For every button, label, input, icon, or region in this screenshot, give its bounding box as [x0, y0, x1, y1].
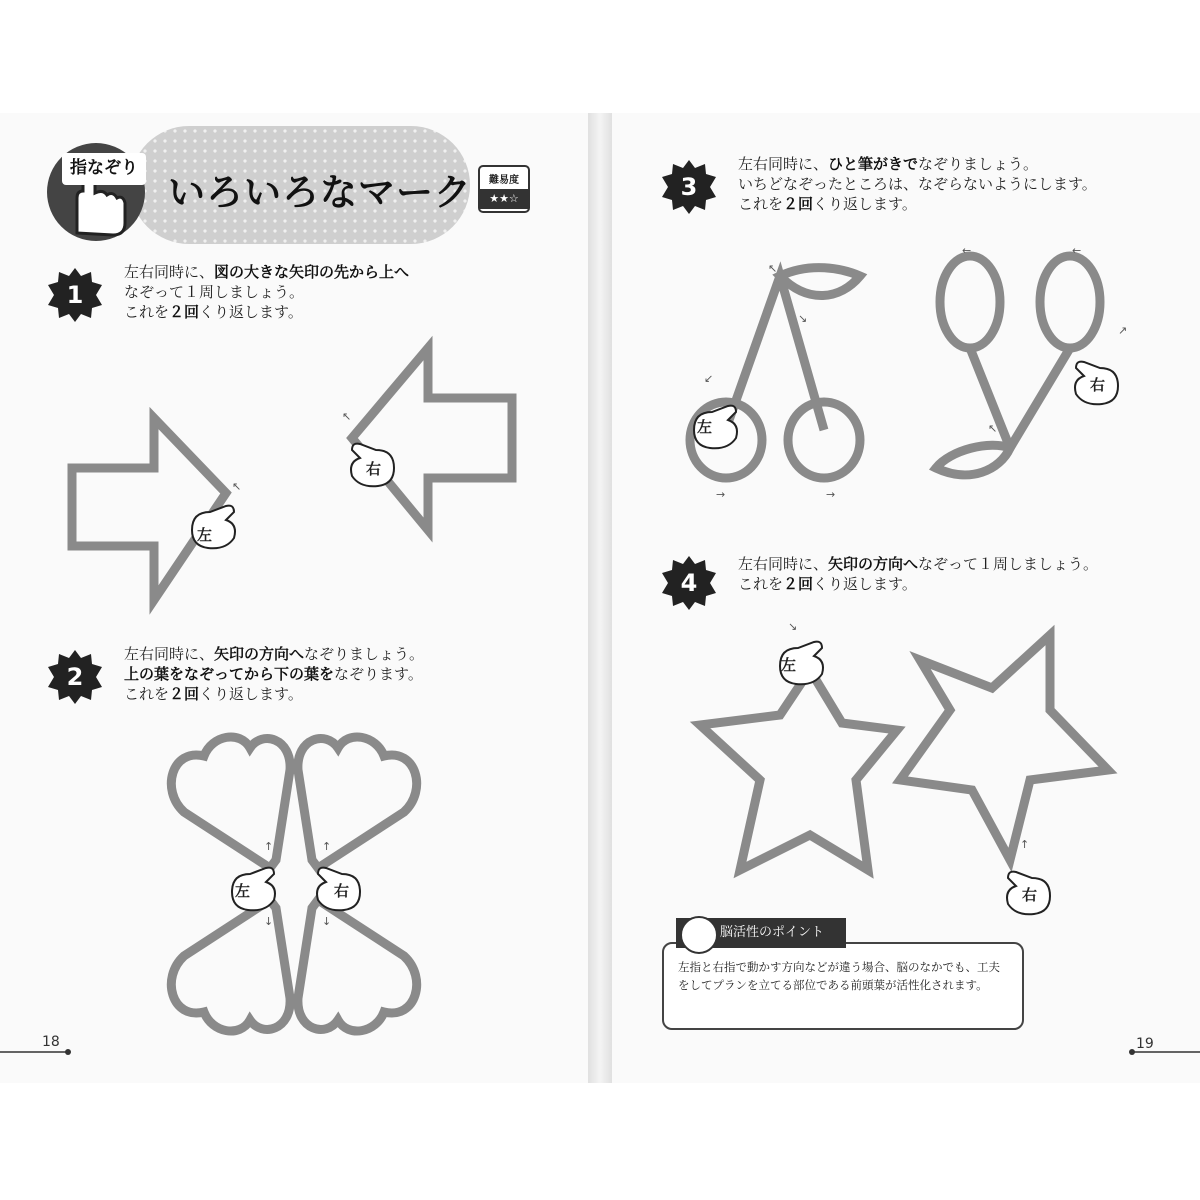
svg-text:←: ←	[1072, 244, 1082, 257]
step-2-instructions: 左右同時に、矢印の方向へなぞりましょう。 上の葉をなぞってから下の葉をなぞります。 これを２回くり返します。	[124, 645, 425, 703]
svg-text:↗: ↗	[1118, 324, 1128, 337]
difficulty-stars: ★★☆	[480, 189, 528, 209]
hand-label-right: 右	[334, 882, 350, 900]
svg-text:↖: ↖	[342, 410, 352, 423]
hand-label-right: 右	[366, 460, 382, 478]
page-number-right: 19	[1136, 1036, 1154, 1052]
brain-point-text: 左指と右指で動かす方向などが違う場合、脳のなかでも、工夫をしてプランを立てる部位である前頭葉が活性化されます。	[678, 960, 1000, 992]
step-number-2: 2	[48, 650, 102, 704]
badge-label: 指なぞり	[62, 153, 146, 185]
hand-label-left: 左	[781, 656, 797, 674]
difficulty-label: 難易度	[489, 175, 519, 186]
svg-text:→: →	[716, 488, 726, 501]
hand-label-right: 右	[1090, 376, 1106, 394]
hand-label-left: 左	[697, 418, 713, 436]
svg-text:↑: ↑	[322, 840, 332, 853]
hand-label-right: 右	[1022, 886, 1038, 904]
page-number-left: 18	[42, 1034, 60, 1050]
svg-text:←: ←	[962, 244, 972, 257]
svg-text:↑: ↑	[1020, 838, 1030, 851]
svg-text:→: →	[826, 488, 836, 501]
step-number-1: 1	[48, 268, 102, 322]
svg-text:↙: ↙	[704, 372, 714, 385]
brain-point-title: 脳活性のポイント	[676, 918, 846, 948]
svg-text:↑: ↑	[264, 840, 274, 853]
svg-text:↖: ↖	[768, 262, 778, 275]
page-title: いろいろなマーク	[168, 171, 472, 214]
svg-text:↓: ↓	[264, 915, 274, 928]
hand-label-left: 左	[197, 526, 213, 544]
svg-text:↖: ↖	[988, 422, 998, 435]
svg-text:↖: ↖	[232, 480, 242, 493]
step-number-4: 4	[662, 556, 716, 610]
svg-text:↘: ↘	[798, 312, 808, 325]
svg-text:↘: ↘	[788, 620, 798, 633]
step-number-3: 3	[662, 160, 716, 214]
step-1-instructions: 左右同時に、図の大きな矢印の先から上へ なぞって１周しましょう。 これを２回くり返します。	[124, 263, 410, 321]
step-3-instructions: 左右同時に、ひと筆がきでなぞりましょう。 いちどなぞったところは、なぞらないようにします。 これを２回くり返します。	[738, 155, 1097, 213]
step-4-instructions: 左右同時に、矢印の方向へなぞって１周しましょう。 これを２回くり返します。	[738, 555, 1099, 593]
hand-label-left: 左	[235, 882, 251, 900]
svg-text:↓: ↓	[322, 915, 332, 928]
